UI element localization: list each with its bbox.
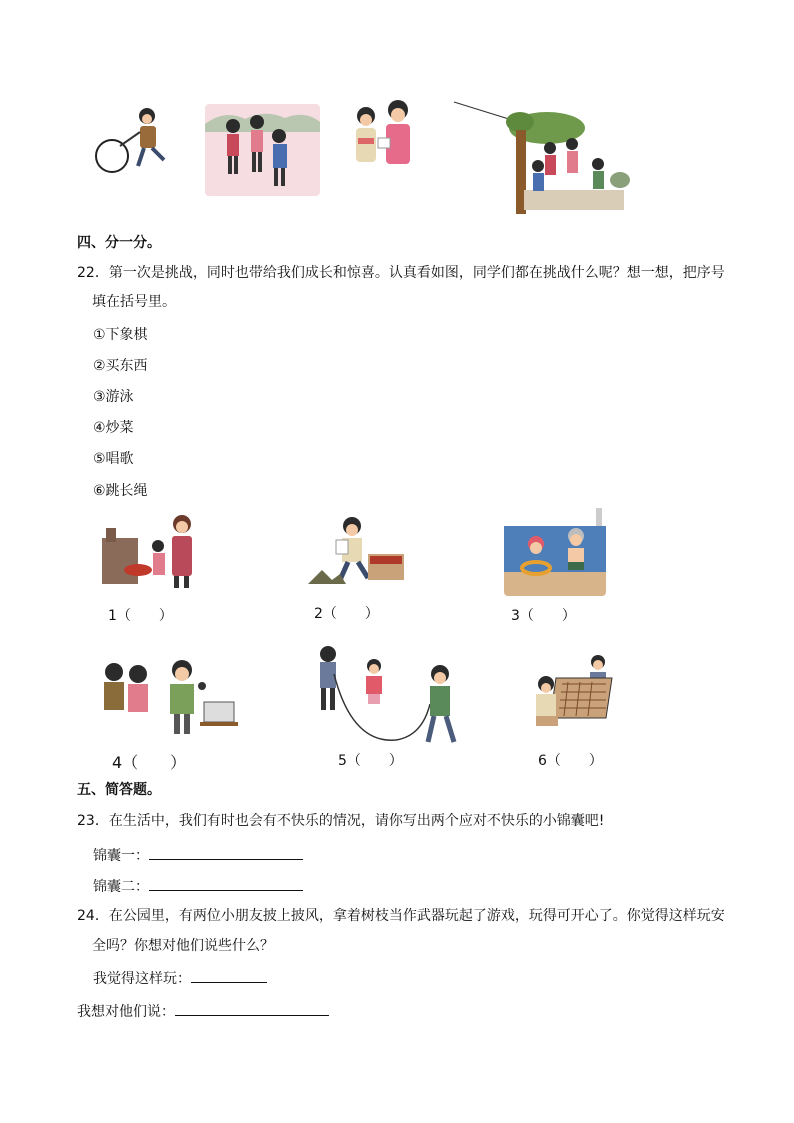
- picture-5-jump-rope: [312, 644, 464, 750]
- picture-caption-6: 6（ ）: [538, 753, 603, 769]
- picture-caption-5: 5（ ）: [338, 753, 403, 769]
- q23-tip1-row: [93, 845, 303, 866]
- q23-tip2-label: 锦囊二：: [93, 879, 149, 895]
- picture-3-swimming: [504, 508, 606, 596]
- illustration-kids-under-tree: [452, 100, 632, 218]
- q22-option: ③游泳: [93, 389, 134, 405]
- q22-option: ②买东西: [93, 358, 148, 374]
- picture-2-shopping: [306, 512, 408, 592]
- illustration-kids-outdoors: [205, 104, 320, 196]
- q22-text-line1: 22．第一次是挑战，同时也带给我们成长和惊喜。认真看如图，同学们都在挑战什么呢？想一想，把序号: [77, 265, 725, 281]
- q23-tip1-label: 锦囊一：: [93, 848, 149, 864]
- picture-4-singing: [96, 656, 238, 736]
- q24-answer1-row: [93, 968, 267, 989]
- picture-caption-3: 3（ ）: [511, 608, 576, 624]
- q22-option: ①下象棋: [93, 327, 148, 343]
- q22-option: ⑥跳长绳: [93, 483, 148, 499]
- q24-answer1-label: 我觉得这样玩：: [93, 971, 191, 987]
- q22-text-line2: 填在括号里。: [92, 294, 176, 310]
- picture-1-cooking: [98, 508, 202, 590]
- picture-caption-2: 2（ ）: [314, 606, 379, 622]
- q24-answer2-row: [77, 1001, 329, 1022]
- q22-option: ④炒菜: [93, 420, 134, 436]
- picture-caption-4: 4（ ）: [112, 753, 187, 772]
- section-title-4: 四、分一分。: [77, 235, 161, 251]
- q24-answer1-line[interactable]: [191, 968, 267, 983]
- q23-tip1-answer-line[interactable]: [149, 845, 303, 860]
- picture-caption-1: 1（ ）: [108, 608, 173, 624]
- q23-tip2-row: [93, 876, 303, 897]
- q23-tip2-answer-line[interactable]: [149, 876, 303, 891]
- q24-text-line1: 24．在公园里，有两位小朋友披上披风，拿着树枝当作武器玩起了游戏，玩得可开心了。你觉得这样玩安: [77, 908, 725, 924]
- q23-text: 23．在生活中，我们有时也会有不快乐的情况，请你写出两个应对不快乐的小锦囊吧!: [77, 813, 605, 829]
- section-title-5: 五、简答题。: [77, 782, 161, 798]
- q24-answer2-line[interactable]: [175, 1001, 329, 1016]
- illustration-boy-rolling-hoop: [92, 98, 182, 178]
- illustration-mother-and-child: [348, 98, 420, 178]
- picture-6-chess: [532, 654, 616, 734]
- q22-option: ⑤唱歌: [93, 451, 134, 467]
- q24-text-line2: 全吗？你想对他们说些什么？: [92, 938, 274, 954]
- q24-answer2-label: 我想对他们说：: [77, 1004, 175, 1020]
